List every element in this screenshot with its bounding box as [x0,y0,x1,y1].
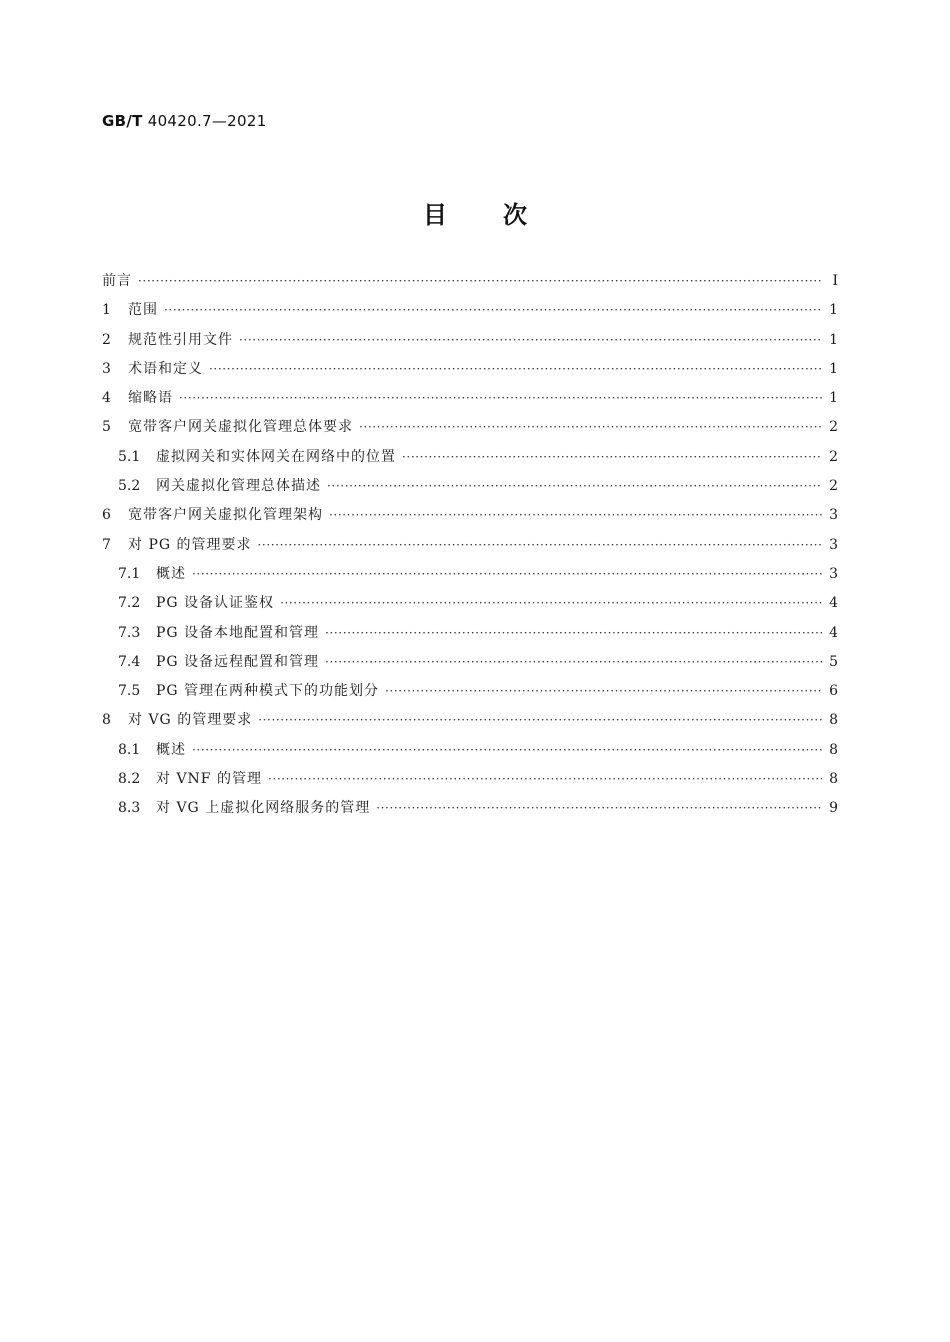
toc-dot-leader [179,391,822,405]
toc-entry-label: 概述 [156,741,186,758]
toc-entry[interactable] [102,709,838,738]
toc-dot-leader [164,303,822,317]
toc-entry[interactable] [102,358,838,387]
toc-entry-number: 1 [102,302,111,319]
toc-entry-page: 4 [829,595,838,612]
toc-entry-page: 3 [829,536,838,553]
toc-entry-number: 7.1 [118,565,141,582]
toc-entry-label: 对 VNF 的管理 [156,771,262,788]
toc-entry-label: 概述 [156,565,186,582]
toc-dot-leader [239,333,822,347]
toc-entry[interactable] [102,797,838,826]
toc-entry-number: 4 [102,390,111,407]
toc-entry-label: 前言 [102,273,132,289]
toc-entry[interactable] [102,387,838,416]
toc-dot-leader [268,772,822,786]
toc-entry[interactable] [102,329,838,358]
toc-entry[interactable] [102,592,838,621]
toc-title-left: 目 [423,201,447,229]
toc-entry-label: 缩略语 [128,390,173,407]
toc-dot-leader [192,743,822,757]
toc-entry-label: 范围 [128,302,158,319]
toc-entry-page: 8 [829,741,838,758]
toc-entry-label: 术语和定义 [128,360,203,377]
toc-dot-leader [138,274,822,288]
toc-entry-number: 8.2 [118,771,141,788]
toc-entry-page: 3 [829,565,838,582]
toc-entry-number: 7.3 [118,624,141,641]
toc-entry-page: 2 [829,448,838,465]
toc-entry-label: PG 设备远程配置和管理 [156,653,320,670]
toc-entry-page: 6 [829,683,838,700]
toc-dot-leader [327,479,822,493]
toc-entry-number: 8.1 [118,741,141,758]
toc-entry-label: 对 VG 的管理要求 [128,712,253,729]
toc-entry-page: 1 [829,360,838,377]
toc-entry[interactable] [102,504,838,533]
toc-entry[interactable] [102,651,838,680]
toc-entry[interactable] [102,563,838,592]
toc-entry[interactable] [102,622,838,651]
toc-entry-page: 2 [829,478,838,495]
toc-title-right: 次 [503,201,527,229]
toc-title [0,195,950,230]
toc-dot-leader [329,508,822,522]
toc-entry-page: 4 [829,624,838,641]
table-of-contents [102,270,838,827]
toc-entry-number: 8 [102,712,111,729]
toc-entry-number: 2 [102,331,111,348]
toc-entry-number: 5.1 [118,448,141,465]
toc-entry[interactable] [102,475,838,504]
toc-entry-page: 2 [829,419,838,436]
toc-dot-leader [280,596,822,610]
toc-entry-page: 5 [829,653,838,670]
toc-entry-number: 5 [102,419,111,436]
toc-entry-page: 8 [829,771,838,788]
toc-entry-label: PG 管理在两种模式下的功能划分 [156,683,380,700]
toc-entry-label: 宽带客户网关虚拟化管理总体要求 [128,419,353,436]
toc-entry[interactable] [102,270,838,299]
toc-entry-number: 3 [102,360,111,377]
toc-entry[interactable] [102,680,838,709]
toc-dot-leader [325,626,822,640]
toc-entry-label: 虚拟网关和实体网关在网络中的位置 [156,448,396,465]
toc-entry-label: PG 设备本地配置和管理 [156,624,320,641]
toc-entry-label: 对 VG 上虚拟化网络服务的管理 [156,800,371,817]
toc-entry-label: PG 设备认证鉴权 [156,595,275,612]
toc-dot-leader [359,420,822,434]
toc-entry-page: 1 [829,302,838,319]
toc-dot-leader [325,655,822,669]
toc-dot-leader [209,362,822,376]
toc-entry-label: 规范性引用文件 [128,331,233,348]
toc-entry-label: 宽带客户网关虚拟化管理架构 [128,507,323,524]
toc-dot-leader [192,567,822,581]
toc-entry[interactable] [102,299,838,328]
toc-dot-leader [376,801,822,815]
toc-entry-page: Ⅰ [832,273,838,289]
document-id [102,112,267,130]
toc-dot-leader [402,450,822,464]
toc-entry-label: 对 PG 的管理要求 [128,536,252,553]
standard-prefix: GB/T [102,112,143,130]
toc-entry-number: 8.3 [118,800,141,817]
toc-entry[interactable] [102,534,838,563]
toc-dot-leader [258,538,822,552]
toc-entry-number: 7 [102,536,111,553]
toc-entry-number: 7.5 [118,683,141,700]
toc-entry[interactable] [102,416,838,445]
toc-entry-label: 网关虚拟化管理总体描述 [156,478,321,495]
toc-entry-page: 1 [829,390,838,407]
toc-entry[interactable] [102,446,838,475]
toc-entry-page: 9 [829,800,838,817]
toc-dot-leader [258,713,822,727]
toc-entry-number: 6 [102,507,111,524]
standard-number: 40420.7—2021 [147,112,267,130]
toc-entry[interactable] [102,768,838,797]
toc-entry-number: 7.4 [118,653,141,670]
toc-entry[interactable] [102,739,838,768]
toc-entry-page: 8 [829,712,838,729]
toc-entry-number: 5.2 [118,478,141,495]
toc-entry-number: 7.2 [118,595,141,612]
toc-entry-page: 1 [829,331,838,348]
toc-entry-page: 3 [829,507,838,524]
toc-dot-leader [385,684,822,698]
